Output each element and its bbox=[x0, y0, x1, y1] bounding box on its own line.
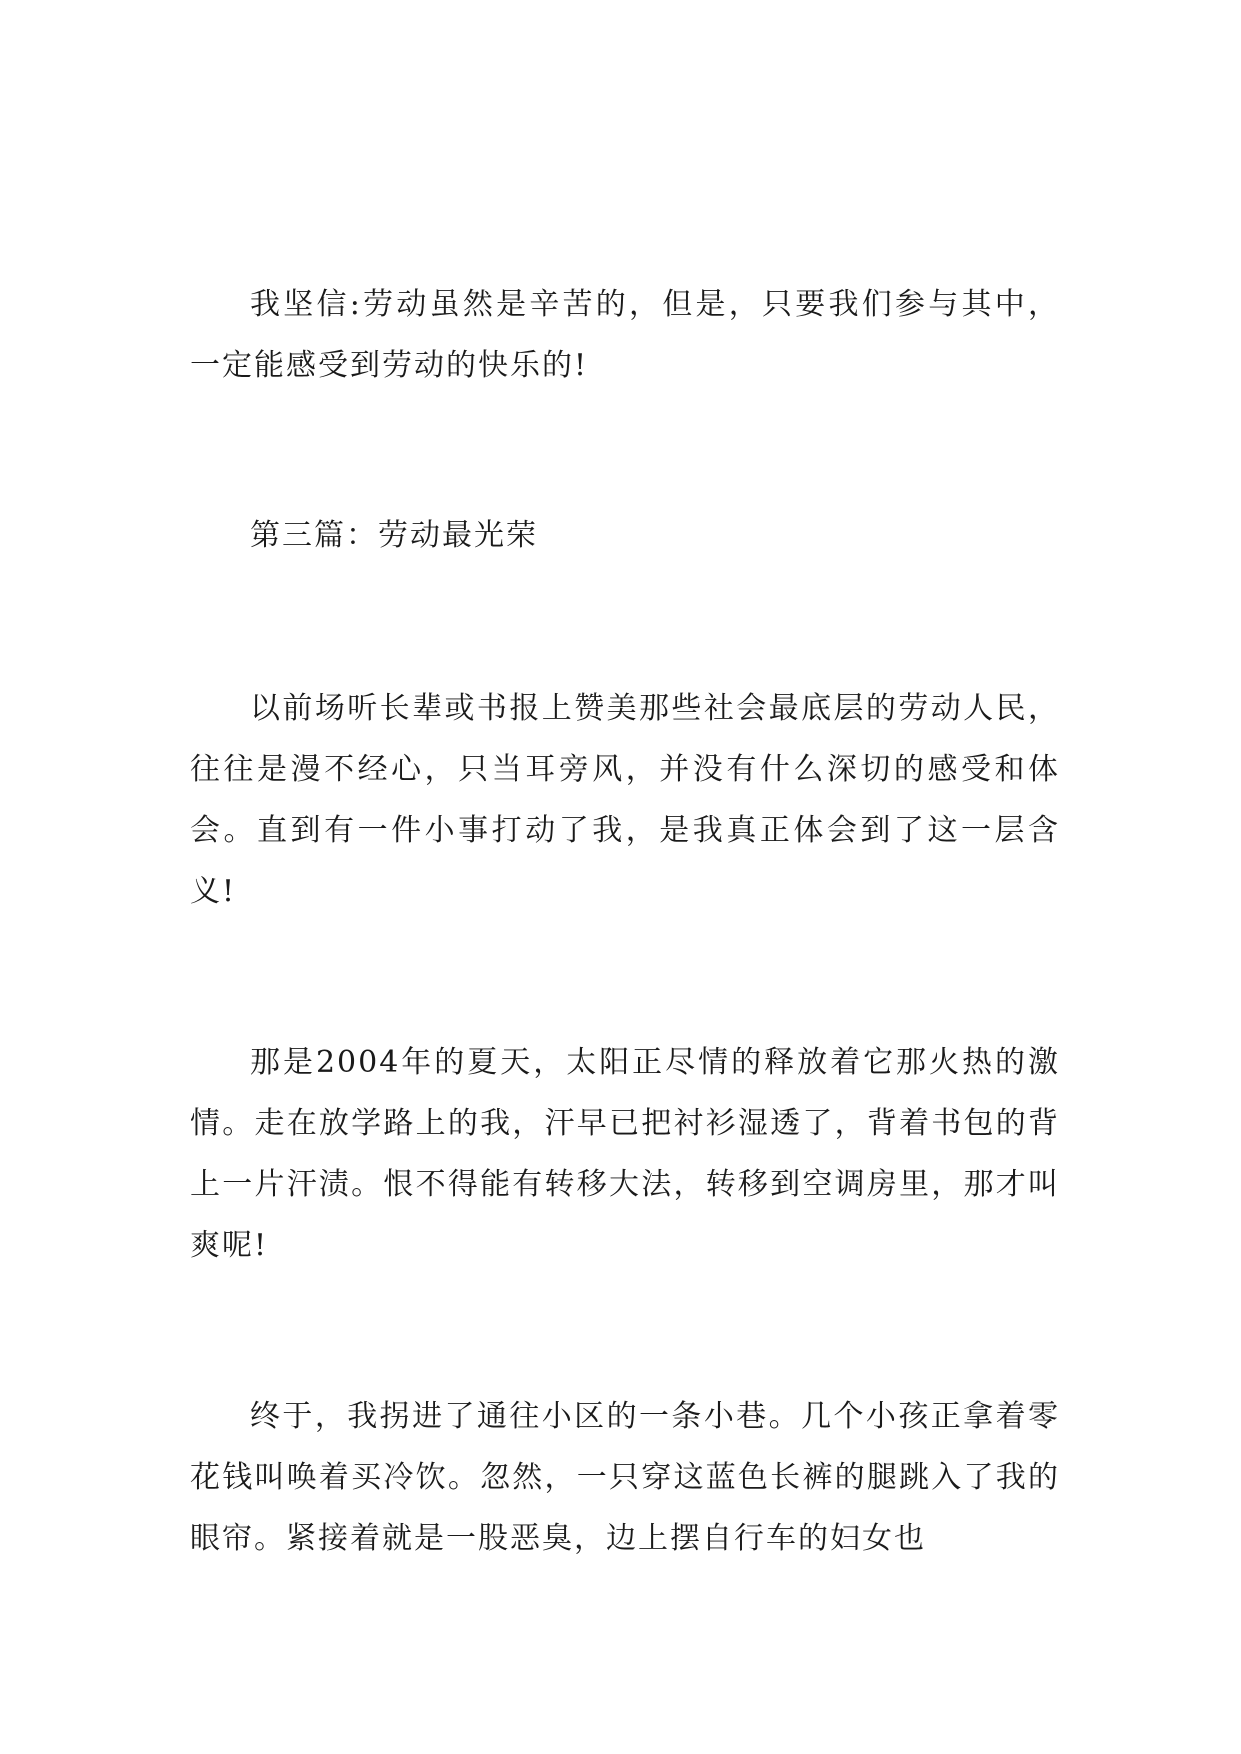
section-heading: 第三篇：劳动最光荣 bbox=[250, 518, 538, 553]
paragraph-conclusion: 我坚信:劳动虽然是辛苦的，但是，只要我们参与其中，一定能感受到劳动的快乐的! bbox=[190, 287, 1060, 383]
paragraph-alley: 终于，我拐进了通往小区的一条小巷。几个小孩正拿着零花钱叫唤着买冷饮。忽然，一只穿这蓝色长裤的腿跳入了我的眼帘。紧接着就是一股恶臭，边上摆自行车的妇女也 bbox=[190, 1399, 1060, 1556]
paragraph-summer: 那是2004年的夏天，太阳正尽情的释放着它那火热的激情。走在放学路上的我，汗早已把衬衫湿透了，背着书包的背上一片汗渍。恨不得能有转移大法，转移到空调房里，那才叫爽呢! bbox=[190, 1045, 1060, 1263]
paragraph-intro: 以前场听长辈或书报上赞美那些社会最底层的劳动人民，往往是漫不经心，只当耳旁风，并没有什么深切的感受和体会。直到有一件小事打动了我，是我真正体会到了这一层含义! bbox=[190, 691, 1060, 909]
